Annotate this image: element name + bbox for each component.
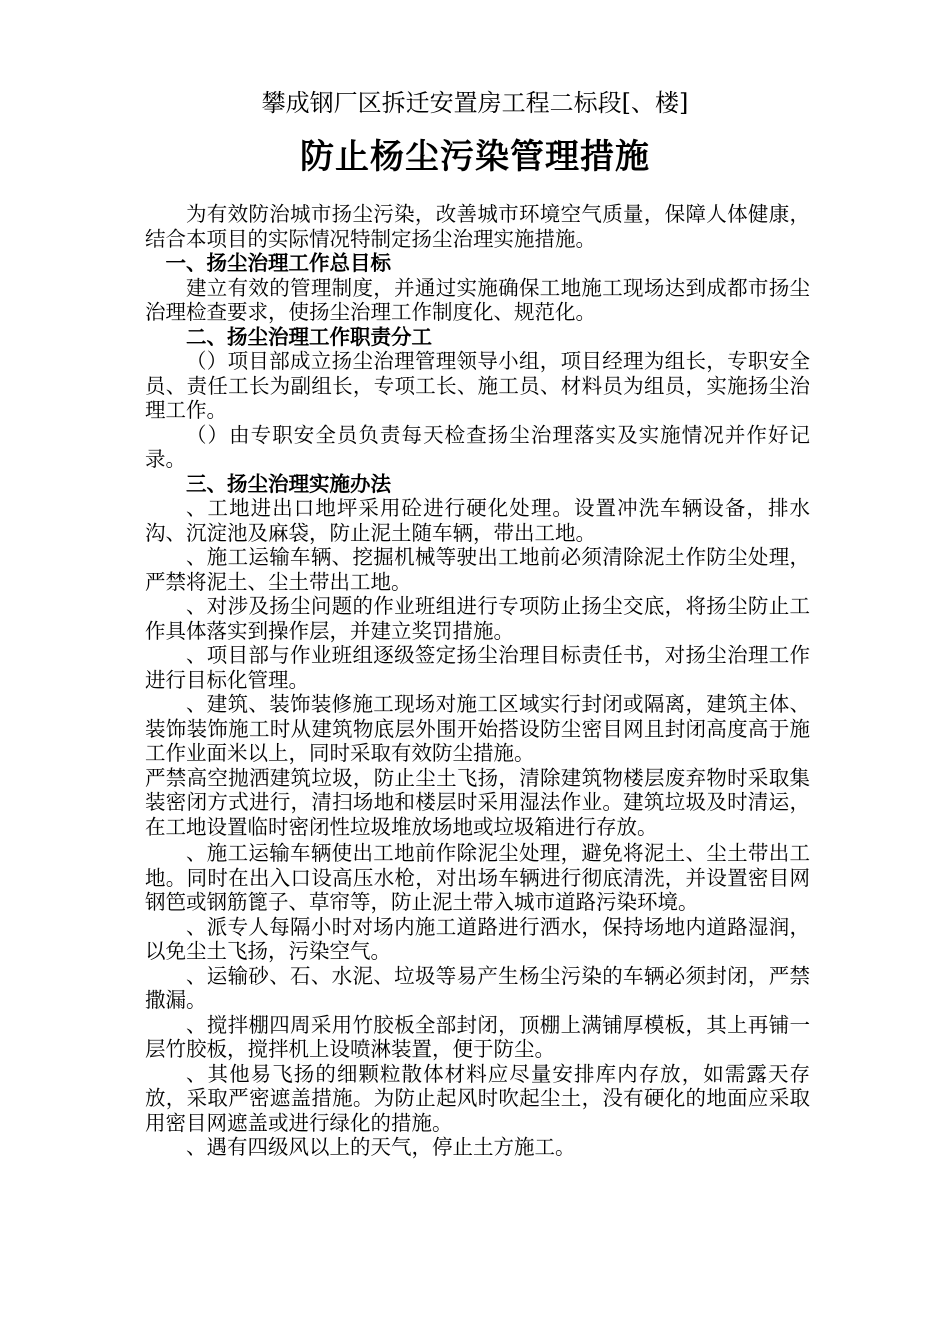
list-item: 、项目部与作业班组逐级签定扬尘治理目标责任书，对扬尘治理工作进行目标化管理。: [145, 643, 810, 692]
project-subtitle: 攀成钢厂区拆迁安置房工程二标段[、楼]: [261, 89, 689, 117]
document-title: 防止杨尘污染管理措施: [300, 137, 650, 177]
list-item: 、其他易飞扬的细颗粒散体材料应尽量安排库内存放，如需露天存放，采取严密遮盖措施。为防止起风时吹起尘土，没有硬化的地面应采取用密目网遮盖或进行绿化的措施。: [145, 1061, 810, 1135]
body-paragraph: （）项目部成立扬尘治理管理领导小组，项目经理为组长，专职安全员、责任工长为副组长，专项工长、施工员、材料员为组员，实施扬尘治理工作。: [145, 349, 810, 422]
body-paragraph: （）由专职安全员负责每天检查扬尘治理落实及实施情况并作好记录。: [145, 422, 810, 471]
section-heading-3: 三、扬尘治理实施办法: [186, 471, 391, 496]
list-item: 、派专人每隔小时对场内施工道路进行洒水，保持场地内道路湿润，以免尘土飞扬，污染空气。: [145, 914, 810, 963]
document-body: [145, 202, 810, 1160]
list-item: 、工地进出口地坪采用砼进行硬化处理。设置冲洗车辆设备，排水沟、沉淀池及麻袋，防止泥土随车辆，带出工地。: [145, 496, 810, 545]
list-item: 、遇有四级风以上的天气，停止土方施工。: [186, 1135, 576, 1159]
list-item: 、施工运输车辆使出工地前作除泥尘处理，避免将泥土、尘土带出工地。同时在出入口设高压水枪，对出场车辆进行彻底清洗，并设置密目网钢笆或钢筋篦子、草帘等，防止泥土带入城市道路污染环境。: [145, 841, 810, 914]
list-item: 、施工运输车辆、挖掘机械等驶出工地前必须清除泥土作防尘处理，严禁将泥土、尘土带出工地。: [145, 545, 810, 594]
section-heading-1: 一、扬尘治理工作总目标: [165, 251, 391, 275]
list-item: 、搅拌棚四周采用竹胶板全部封闭，顶棚上满铺厚模板，其上再铺一层竹胶板，搅拌机上设喷淋装置，便于防尘。: [145, 1012, 810, 1061]
section-heading-2: 二、扬尘治理工作职责分工: [186, 324, 432, 349]
body-paragraph: 建立有效的管理制度，并通过实施确保工地施工现场达到成都市扬尘治理检查要求，使扬尘治理工作制度化、规范化。: [145, 275, 810, 324]
list-item: 、建筑、装饰装修施工现场对施工区域实行封闭或隔离，建筑主体、装饰装饰施工时从建筑物底层外围开始搭设防尘密目网且封闭高度高于施工作业面米以上，同时采取有效防尘措施。: [145, 692, 810, 765]
list-item: 、运输砂、石、水泥、垃圾等易产生杨尘污染的车辆必须封闭，严禁撒漏。: [145, 963, 810, 1012]
list-item: 、对涉及扬尘问题的作业班组进行专项防止扬尘交底，将扬尘防止工作具体落实到操作层，并建立奖罚措施。: [145, 594, 810, 643]
intro-paragraph: 为有效防治城市扬尘污染，改善城市环境空气质量，保障人体健康，结合本项目的实际情况特制定扬尘治理实施措施。: [145, 202, 810, 251]
body-paragraph: 严禁高空抛洒建筑垃圾，防止尘土飞扬，清除建筑物楼层废弃物时采取集装密闭方式进行，清扫场地和楼层时采用湿法作业。建筑垃圾及时清运，在工地设置临时密闭性垃圾堆放场地或垃圾箱进行存放。: [145, 765, 810, 839]
